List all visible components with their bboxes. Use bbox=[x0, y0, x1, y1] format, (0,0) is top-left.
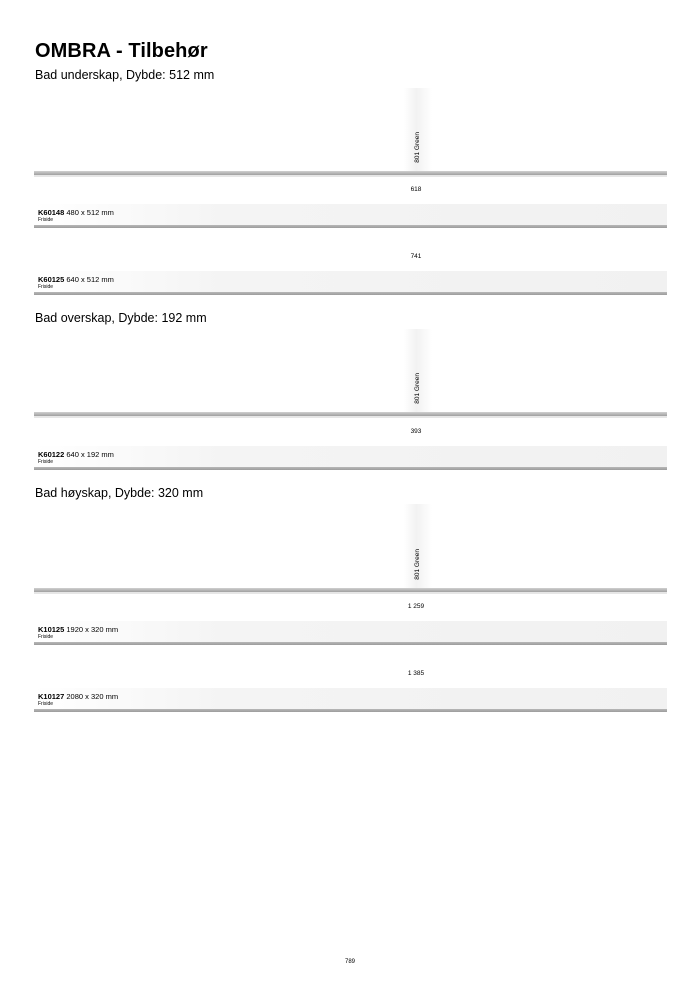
section-title: Bad høyskap, Dybde: 320 mm bbox=[35, 486, 204, 500]
product-row bbox=[34, 204, 667, 225]
header-rule bbox=[34, 588, 667, 592]
product-code: K10127 bbox=[38, 692, 65, 701]
column-label: 801 Green bbox=[414, 373, 421, 404]
product-code: K60148 bbox=[38, 208, 65, 217]
product-line bbox=[38, 450, 114, 459]
price: 1 259 bbox=[407, 603, 425, 610]
column-header bbox=[404, 329, 432, 412]
product-code: K10125 bbox=[38, 625, 65, 634]
product-code: K60122 bbox=[38, 450, 65, 459]
product-line bbox=[38, 208, 114, 217]
column-label: 801 Green bbox=[414, 549, 421, 580]
product-subtitle: Friside bbox=[38, 459, 54, 465]
product-row bbox=[34, 621, 667, 642]
product-subtitle: Friside bbox=[38, 284, 54, 290]
page-number: 789 bbox=[344, 959, 355, 965]
product-size: 1920 x 320 mm bbox=[66, 625, 119, 634]
product-code: K60125 bbox=[38, 275, 65, 284]
section-title: Bad overskap, Dybde: 192 mm bbox=[35, 311, 207, 325]
section-title: Bad underskap, Dybde: 512 mm bbox=[35, 68, 215, 82]
column-label: 801 Green bbox=[414, 132, 421, 163]
product-size: 2080 x 320 mm bbox=[66, 692, 119, 701]
price: 393 bbox=[410, 428, 422, 435]
product-row bbox=[34, 446, 667, 467]
column-header bbox=[404, 88, 432, 171]
product-size: 480 x 512 mm bbox=[66, 208, 114, 217]
product-line bbox=[38, 275, 114, 284]
price: 618 bbox=[410, 186, 422, 193]
product-subtitle: Friside bbox=[38, 701, 54, 707]
page-title: OMBRA - Tilbehør bbox=[35, 40, 208, 62]
product-subtitle: Friside bbox=[38, 217, 54, 223]
price: 1 385 bbox=[407, 670, 425, 677]
product-line bbox=[38, 692, 118, 701]
product-row bbox=[34, 271, 667, 292]
product-row bbox=[34, 688, 667, 709]
product-size: 640 x 512 mm bbox=[66, 275, 114, 284]
header-rule bbox=[34, 171, 667, 175]
column-header bbox=[404, 504, 432, 588]
product-subtitle: Friside bbox=[38, 634, 54, 640]
header-rule bbox=[34, 412, 667, 416]
price: 741 bbox=[410, 253, 422, 260]
product-size: 640 x 192 mm bbox=[66, 450, 114, 459]
product-line bbox=[38, 625, 118, 634]
